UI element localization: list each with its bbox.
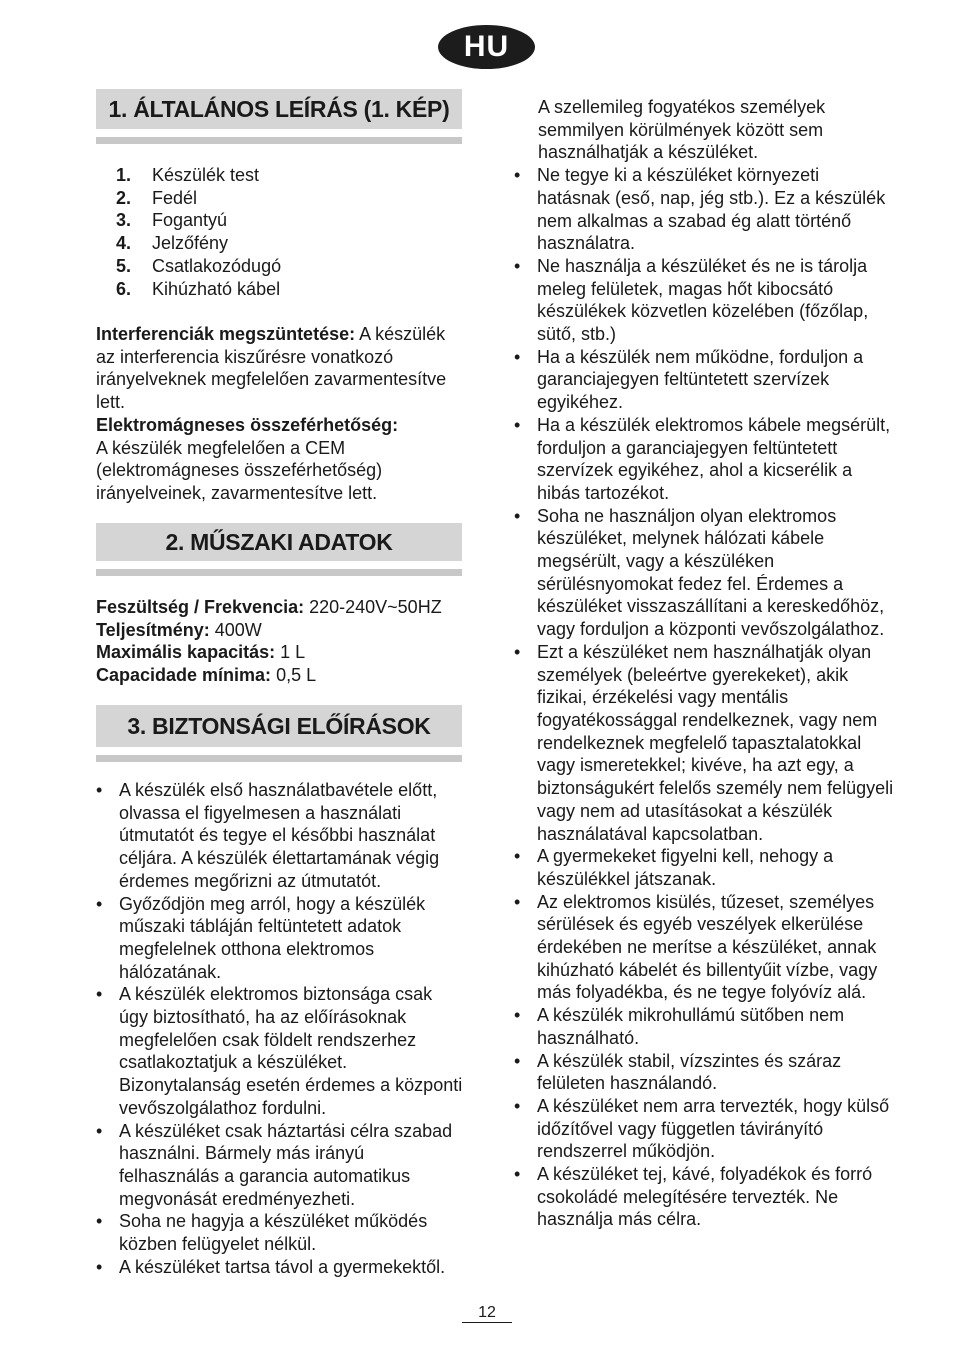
right-intro-paragraph: A szellemileg fogyatékos személyek semmilyen körülmények között sem használhatják a készüléket. xyxy=(538,97,826,163)
spec-label: Feszültség / Frekvencia: xyxy=(96,597,305,617)
spec-value: 1 L xyxy=(275,642,306,663)
parts-list-item xyxy=(96,187,466,210)
bullet-text: Ne használja a készüléket és ne is tárolja meleg felületek, magas hőt kibocsátó készülékek közvetlen közelében (főzőlap, sütő, stb.) xyxy=(537,255,869,345)
bullet-text: A készüléket tartsa távol a gyermekektől. xyxy=(119,1256,446,1277)
bullet-item xyxy=(514,505,894,641)
bullet-icon: • xyxy=(514,1164,521,1185)
spec-value: 400W xyxy=(209,619,262,640)
bullet-text: Ha a készülék elektromos kábele megsérült, forduljon a garanciajegyen feltüntetett szervízek egyikéhez, ahol a kicserélik a hibás tartozékot. xyxy=(537,414,891,503)
bullet-item xyxy=(96,983,466,1119)
safety-list-left-block xyxy=(96,779,466,1278)
parts-list-item xyxy=(96,255,466,278)
emc-text: A készülék megfelelően a CEM (elektromágneses összeférhetőség) irányelveinek, zavarmentesítve lett. xyxy=(96,437,383,503)
bullet-text: Soha ne hagyja a készüléket működés közben felügyelet nélkül. xyxy=(119,1211,428,1255)
parts-list-block xyxy=(96,164,466,300)
bullet-icon: • xyxy=(514,1050,521,1071)
bullet-text: A készüléket csak háztartási célra szabad használni. Bármely más irányú felhasználás a garancia automatikus megvonását eredményezheti. xyxy=(119,1120,453,1209)
parts-list-item xyxy=(96,278,466,301)
bullet-text: A készüléket nem arra tervezték, hogy külső időzítővel vagy független távirányító rendszerrel működjön. xyxy=(537,1095,890,1162)
bullet-item xyxy=(96,1210,466,1255)
spec-label: Capacidade mínima: xyxy=(96,665,272,686)
bullet-icon: • xyxy=(96,1211,103,1232)
part-label: Kihúzható kábel xyxy=(152,278,281,299)
section-2-heading: 2. MŰSZAKI ADATOK xyxy=(96,523,462,561)
bullet-item xyxy=(514,1004,894,1049)
section-3-heading: 3. BIZTONSÁGI ELŐÍRÁSOK xyxy=(96,705,462,747)
bullet-text: Soha ne használjon olyan elektromos készüléket, melynek hálózati kábele megsérült, vagy a készüléken sérülésnyomokat fedez fel. Érdemes a készüléket visszaszállítani a kereskedőhöz, vagy forduljon a központi vevőszolgálathoz. xyxy=(537,505,885,640)
bullet-text: A készülék stabil, vízszintes és száraz felületen használandó. xyxy=(537,1050,842,1094)
bullet-item xyxy=(514,414,894,505)
bullet-item xyxy=(514,1163,894,1231)
spec-label: Maximális kapacitás: xyxy=(96,642,276,663)
part-label: Fogantyú xyxy=(152,210,228,231)
language-badge: HU xyxy=(438,25,535,69)
bullet-icon: • xyxy=(514,255,521,276)
bullet-item xyxy=(514,255,894,346)
part-label: Csatlakozódugó xyxy=(152,255,282,276)
section-3-rule xyxy=(96,755,462,762)
emc-label: Elektromágneses összeférhetőség: xyxy=(96,414,399,435)
spec-row xyxy=(96,664,466,687)
bullet-text: A gyermekeket figyelni kell, nehogy a készülékkel játszanak. xyxy=(537,846,834,889)
bullet-text: A készülék mikrohullámú sütőben nem használható. xyxy=(537,1005,845,1048)
bullet-icon: • xyxy=(514,641,521,662)
emc-paragraph xyxy=(96,414,466,505)
part-number: 6. xyxy=(115,278,131,299)
safety-list-right xyxy=(514,164,894,1231)
section-2-rule xyxy=(96,569,462,576)
bullet-icon: • xyxy=(514,414,521,435)
bullet-item xyxy=(514,1050,894,1095)
spec-row xyxy=(96,619,466,642)
part-number: 2. xyxy=(115,187,131,208)
bullet-icon: • xyxy=(514,891,521,912)
bullet-text: Ne tegye ki a készüléket környezeti hatásnak (eső, nap, jég stb.). Ez a készülék nem alkalmas a szabad ég alatt történő használatra. xyxy=(537,165,886,254)
bullet-item xyxy=(96,779,466,893)
bullet-icon: • xyxy=(96,1120,103,1141)
bullet-text: Ezt a készüléket nem használhatják olyan személyek (beleértve gyerekeket), akik fizikai, érzékelési vagy mentális fogyatékossággal rendelkeznek, vagy nem rendelkeznek megfelelő tapasztalatokkal vagy ismeretekkel; kivéve, ha azt egy, a biztonságukért felelős személy nem felügyeli vagy nem ad utasításokat a készülék használatával kapcsolatban. xyxy=(537,641,894,844)
bullet-icon: • xyxy=(514,1095,521,1116)
parts-list-item xyxy=(96,164,466,187)
bullet-item xyxy=(514,891,894,1005)
bullet-text: A készülék első használatbavétele előtt, olvassa el figyelmesen a használati útmutatót és tegye el későbbi használat céljára. A készülék élettartamának végig érdemes megőrizni az útmutatót. xyxy=(119,780,440,891)
bullet-icon: • xyxy=(96,893,103,914)
bullet-text: Győződjön meg arról, hogy a készülék műszaki tábláján feltüntetett adatok megfelelnek otthona elektromos hálózatának. xyxy=(119,893,426,982)
part-number: 4. xyxy=(115,233,131,254)
parts-list-item xyxy=(96,209,466,232)
interference-paragraph xyxy=(96,323,466,414)
page-number-underline xyxy=(462,1322,512,1323)
bullet-icon: • xyxy=(96,984,103,1005)
section-1-rule xyxy=(96,137,462,144)
spec-row xyxy=(96,641,466,664)
bullet-item xyxy=(514,1095,894,1163)
bullet-item xyxy=(96,1256,466,1279)
bullet-icon: • xyxy=(96,780,103,800)
bullet-item xyxy=(96,1120,466,1211)
bullet-item xyxy=(514,641,894,845)
parts-list xyxy=(96,164,466,300)
interference-block xyxy=(96,323,466,505)
bullet-item xyxy=(514,346,894,414)
part-label: Fedél xyxy=(152,187,198,208)
bullet-item xyxy=(514,845,894,890)
spec-label: Teljesítmény: xyxy=(96,619,210,640)
section-1-heading: 1. ÁLTALÁNOS LEÍRÁS (1. KÉP) xyxy=(96,89,462,129)
part-number: 5. xyxy=(115,255,131,276)
bullet-item xyxy=(514,164,894,255)
interference-label: Interferenciák megszüntetése: xyxy=(96,324,356,344)
specs-list xyxy=(96,596,466,687)
part-label: Jelzőfény xyxy=(152,233,229,254)
part-number: 1. xyxy=(115,165,131,185)
part-label: Készülék test xyxy=(152,165,260,185)
bullet-text: Az elektromos kisülés, tűzeset, személyes sérülések és egyéb veszélyek elkerülése érdekében ne merítse a készüléket, annak kihúzható kábelét és billentyűit vízbe, vagy más folyadékba, és ne tegye folyóvíz alá. xyxy=(537,891,878,1003)
spec-value: 220-240V~50HZ xyxy=(304,597,442,617)
safety-list-left xyxy=(96,779,466,1278)
bullet-icon: • xyxy=(514,346,521,367)
bullet-icon: • xyxy=(514,505,521,526)
parts-list-item xyxy=(96,232,466,255)
bullet-icon: • xyxy=(96,1256,103,1277)
bullet-text: Ha a készülék nem működne, forduljon a garanciajegyen feltüntetett szervízek egyikéhez. xyxy=(537,346,864,413)
interference-text-a: A készülék xyxy=(355,324,446,344)
page-number: 12 xyxy=(478,1304,496,1321)
part-number: 3. xyxy=(115,210,131,231)
right-column xyxy=(514,96,894,1231)
bullet-icon: • xyxy=(514,1005,521,1026)
interference-text-b: az interferencia kiszűrésre vonatkozó irányelveknek megfelelően zavarmentesítve lett. xyxy=(96,346,447,413)
bullet-icon: • xyxy=(514,846,521,867)
bullet-text: A készülék elektromos biztonsága csak úgy biztosítható, ha az előírásoknak megfelelően csak földelt rendszerhez csatlakoztatjuk a készüléket. Bizonytalanság esetén érdemes a központi vevőszolgálathoz fordulni. xyxy=(119,984,463,1118)
bullet-item xyxy=(96,893,466,984)
bullet-icon: • xyxy=(514,165,521,186)
spec-row xyxy=(96,596,466,619)
bullet-text: A készüléket tej, kávé, folyadékok és forró csokoládé melegítésére tervezték. Ne használja más célra. xyxy=(537,1164,873,1230)
spec-value: 0,5 L xyxy=(271,665,317,686)
